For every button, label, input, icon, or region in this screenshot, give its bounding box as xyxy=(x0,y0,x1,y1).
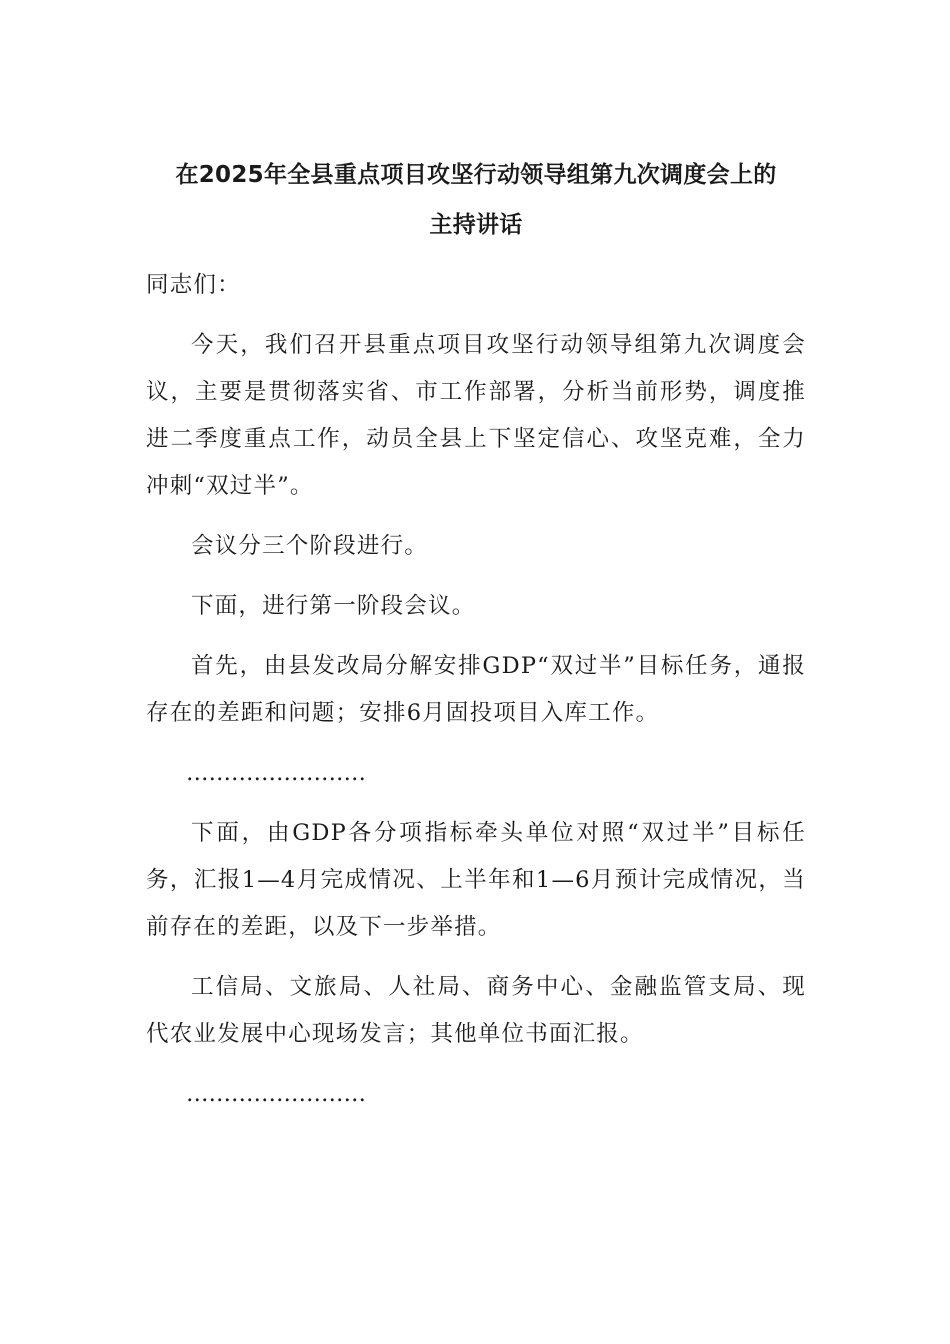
salutation: 同志们： xyxy=(146,272,241,298)
title-line-1: 在2025年全县重点项目攻坚行动领导组第九次调度会上的 xyxy=(175,162,777,188)
title-line-2: 主持讲话 xyxy=(429,212,523,238)
paragraph-stage-one: 下面，进行第一阶段会议。 xyxy=(191,593,476,619)
paragraph-first-item: 首先，由县发改局分解安排GDP“双过半”目标任务，通报存在的差距和问题；安排6月固投项目入库工作。 xyxy=(146,653,806,726)
ellipsis-separator: …………………… xyxy=(186,760,366,786)
ellipsis-separator: …………………… xyxy=(186,1081,366,1107)
document-page xyxy=(146,150,806,1131)
paragraph-speakers: 工信局、文旅局、人社局、商务中心、金融监管支局、现代农业发展中心现场发言；其他单位书面汇报。 xyxy=(146,974,806,1047)
paragraph-opening: 今天，我们召开县重点项目攻坚行动领导组第九次调度会议，主要是贯彻落实省、市工作部署，分析当前形势，调度推进二季度重点工作，动员全县上下坚定信心、攻坚克难，全力冲刺“双过半”。 xyxy=(146,332,806,499)
paragraph-gdp-report: 下面，由GDP各分项指标牵头单位对照“双过半”目标任务，汇报1—4月完成情况、上半年和1—6月预计完成情况，当前存在的差距，以及下一步举措。 xyxy=(146,820,806,940)
document-title xyxy=(140,150,812,250)
paragraph-stages: 会议分三个阶段进行。 xyxy=(191,533,429,559)
